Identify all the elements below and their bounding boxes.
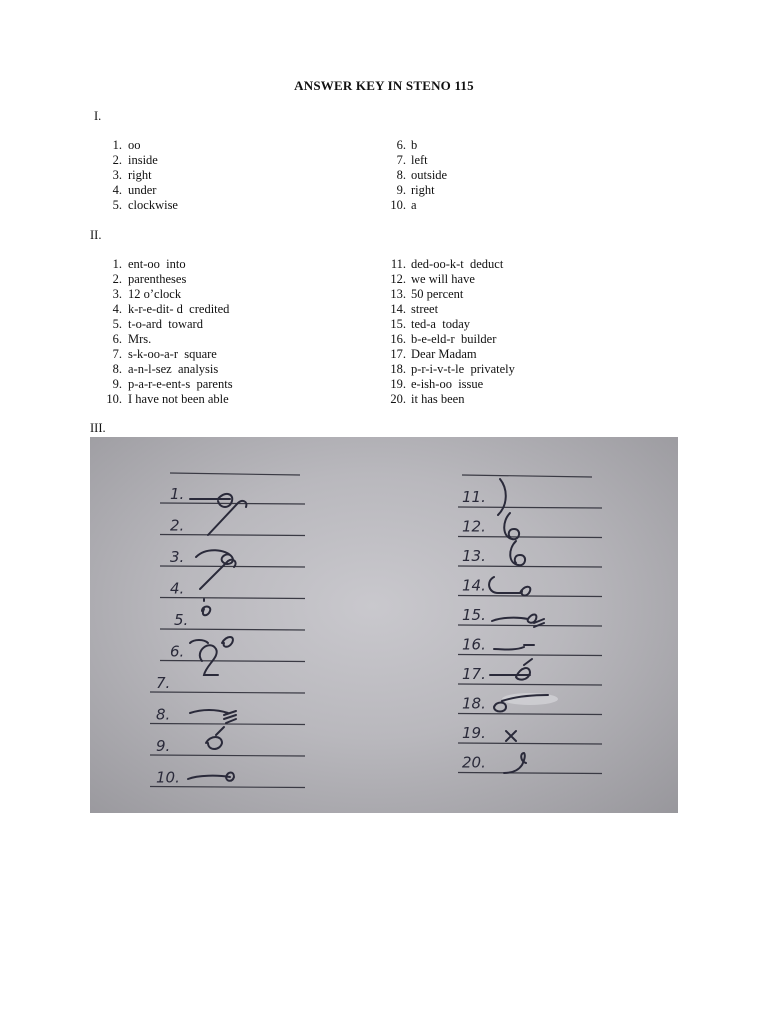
item-answer: ent-oo into: [128, 257, 186, 271]
photo-number-label: 2.: [170, 516, 185, 535]
ruled-line: [150, 755, 305, 756]
item-number: 9.: [396, 183, 406, 197]
item-answer: under: [128, 183, 157, 197]
glyph-13: [510, 541, 525, 565]
list-item: [100, 287, 233, 302]
item-number: 16.: [390, 332, 406, 346]
ruled-line: [160, 535, 305, 536]
item-answer: I have not been able: [128, 392, 229, 406]
item-number: 17.: [390, 347, 406, 361]
photo-number-label: 6.: [170, 642, 185, 661]
item-number: 2.: [112, 272, 122, 286]
item-answer: we will have: [411, 272, 475, 286]
item-number: 12.: [390, 272, 406, 286]
ruled-line: [458, 596, 602, 597]
list-item: [382, 362, 515, 377]
photo-number-label: 14.: [462, 576, 486, 595]
list-item: [382, 168, 447, 183]
item-number: 20.: [390, 392, 406, 406]
item-answer: p-r-i-v-t-le privately: [411, 362, 515, 376]
item-answer: b: [411, 138, 418, 152]
item-number: 13.: [390, 287, 406, 301]
glyph-9: [206, 727, 224, 749]
section-ii-left-list: [100, 257, 233, 407]
item-number: 19.: [390, 377, 406, 391]
photo-number-label: 17.: [462, 665, 486, 683]
list-item: [382, 257, 515, 272]
item-number: 3.: [112, 168, 122, 182]
item-number: 3.: [112, 287, 122, 301]
glyph-19: [506, 731, 516, 741]
photo-number-label: 11.: [462, 488, 486, 506]
item-answer: left: [411, 153, 428, 167]
item-answer: clockwise: [128, 198, 178, 212]
photo-number-label: 3.: [170, 548, 185, 566]
photo-number-label: 15.: [462, 606, 486, 624]
item-number: 7.: [396, 153, 406, 167]
list-item: [100, 377, 233, 392]
item-number: 4.: [112, 302, 122, 316]
ruled-line: [458, 566, 602, 567]
photo-number-label: 1.: [170, 485, 185, 503]
glyph-1: [190, 494, 232, 507]
item-number: 5.: [112, 317, 122, 331]
ruled-line: [160, 503, 305, 504]
photo-number-label: 9.: [156, 737, 171, 755]
photo-number-label: 5.: [174, 611, 189, 629]
document-title: ANSWER KEY IN STENO 115: [294, 78, 474, 93]
list-item: [100, 257, 233, 272]
section-iii-heading: III.: [90, 421, 106, 435]
item-number: 8.: [396, 168, 406, 182]
item-number: 10.: [106, 392, 122, 406]
ruled-line: [458, 684, 602, 685]
list-item: [100, 317, 233, 332]
item-answer: b-e-eld-r builder: [411, 332, 497, 346]
item-answer: ded-oo-k-t deduct: [411, 257, 504, 271]
ruled-line: [150, 787, 305, 788]
list-item: [100, 392, 233, 407]
item-number: 5.: [112, 198, 122, 212]
glyph-20: [504, 753, 526, 773]
item-answer: Dear Madam: [411, 347, 477, 361]
section-ii-right-list: [382, 257, 515, 407]
item-answer: inside: [128, 153, 158, 167]
glyph-16: [494, 645, 534, 650]
item-answer: 50 percent: [411, 287, 464, 301]
ruled-line: [170, 473, 300, 475]
handwritten-shorthand-photo: [90, 437, 678, 813]
ruled-line: [150, 724, 305, 725]
ruled-line: [458, 714, 602, 715]
number-labels: [156, 485, 486, 787]
ruled-line: [462, 475, 592, 477]
photo-number-label: 13.: [462, 547, 486, 565]
item-answer: Mrs.: [128, 332, 152, 346]
item-answer: parentheses: [128, 272, 187, 286]
ruled-line: [458, 625, 602, 626]
list-item: [100, 362, 233, 377]
list-item: [382, 272, 515, 287]
item-number: 6.: [112, 332, 122, 346]
ruled-line: [160, 661, 305, 662]
list-item: [382, 302, 515, 317]
glyph-7: [200, 645, 218, 675]
item-number: 4.: [112, 183, 122, 197]
list-item: [100, 168, 178, 183]
item-answer: s-k-oo-a-r square: [128, 347, 217, 361]
section-i-left-list: [100, 138, 178, 213]
photo-number-label: 16.: [462, 635, 486, 654]
list-item: [100, 272, 233, 287]
glyph-11: [498, 479, 506, 515]
list-item: [382, 198, 447, 213]
glyph-8: [190, 710, 236, 723]
list-item: [382, 377, 515, 392]
list-item: [382, 317, 515, 332]
ruled-lines: [150, 473, 602, 788]
item-number: 8.: [112, 362, 122, 376]
item-answer: t-o-ard toward: [128, 317, 203, 331]
ruled-line: [160, 598, 305, 599]
item-number: 7.: [112, 347, 122, 361]
item-number: 2.: [112, 153, 122, 167]
ruled-line: [458, 537, 602, 538]
glyph-10: [188, 773, 234, 781]
item-answer: a: [411, 198, 417, 212]
item-number: 14.: [390, 302, 406, 316]
list-item: [382, 153, 447, 168]
list-item: [382, 183, 447, 198]
list-item: [100, 198, 178, 213]
section-i-right-list: [382, 138, 447, 213]
ruled-line: [160, 629, 305, 630]
item-number: 11.: [390, 257, 406, 271]
ruled-line: [458, 773, 602, 774]
photo-number-label: 8.: [156, 705, 171, 724]
photo-number-label: 10.: [156, 768, 180, 787]
list-item: [100, 138, 178, 153]
item-number: 10.: [390, 198, 406, 212]
list-item: [382, 287, 515, 302]
section-i-heading: I.: [94, 109, 102, 123]
item-answer: street: [411, 302, 439, 316]
photo-number-label: 18.: [462, 694, 486, 713]
photo-number-label: 7.: [156, 674, 171, 692]
photo-number-label: 12.: [462, 517, 486, 536]
shorthand-drawing: [90, 437, 678, 813]
item-number: 18.: [390, 362, 406, 376]
list-item: [382, 332, 515, 347]
list-item: [100, 347, 233, 362]
glyph-12: [504, 513, 519, 539]
item-answer: k-r-e-dit- d credited: [128, 302, 230, 316]
ruled-line: [458, 507, 602, 508]
list-item: [382, 392, 515, 407]
list-item: [100, 153, 178, 168]
item-answer: ted-a today: [411, 317, 471, 331]
item-number: 1.: [112, 257, 122, 271]
list-item: [100, 183, 178, 198]
section-ii-heading: II.: [90, 228, 102, 242]
photo-number-label: 4.: [170, 579, 185, 598]
item-answer: a-n-l-sez analysis: [128, 362, 219, 376]
ruled-line: [160, 566, 305, 567]
item-number: 9.: [112, 377, 122, 391]
item-answer: oo: [128, 138, 141, 152]
item-answer: p-a-r-e-ent-s parents: [128, 377, 233, 391]
item-answer: 12 o’clock: [128, 287, 182, 301]
list-item: [100, 332, 233, 347]
ruled-line: [150, 692, 305, 693]
item-number: 1.: [112, 138, 122, 152]
item-answer: right: [128, 168, 152, 182]
list-item: [382, 347, 515, 362]
item-number: 15.: [390, 317, 406, 331]
photo-number-label: 19.: [462, 724, 486, 742]
list-item: [382, 138, 447, 153]
list-item: [100, 302, 233, 317]
glyph-5: [202, 599, 210, 615]
item-answer: right: [411, 183, 435, 197]
glyph-17: [490, 659, 532, 680]
glyph-14: [489, 577, 530, 596]
item-answer: it has been: [411, 392, 465, 406]
item-answer: outside: [411, 168, 448, 182]
item-number: 6.: [396, 138, 406, 152]
item-answer: e-ish-oo issue: [411, 377, 484, 391]
ruled-line: [458, 743, 602, 744]
ruled-line: [458, 655, 602, 656]
photo-number-label: 20.: [462, 753, 486, 772]
